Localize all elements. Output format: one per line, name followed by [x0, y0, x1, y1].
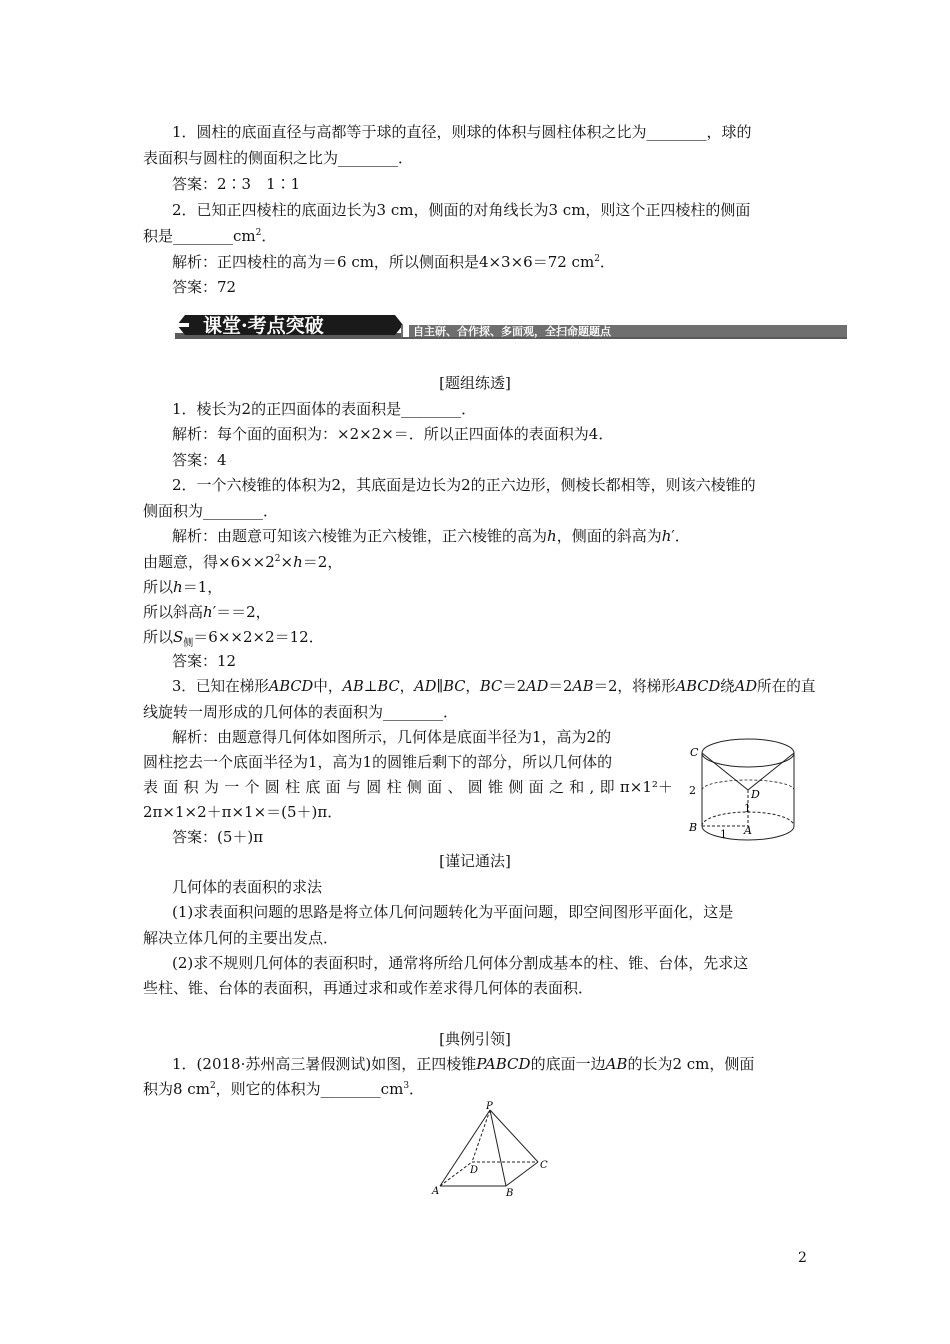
p3-analysis-line1: 解析：由题意得几何体如图所示，几何体是底面半径为1，高为2的	[172, 728, 612, 746]
section3-question-line1: 1．(2018·苏州高三暑假测试)如图，正四棱锥PABCD的底面一边AB的长为2 cm，侧面	[172, 1055, 755, 1073]
label-D: D	[751, 788, 760, 801]
label-A: A	[432, 1186, 440, 1197]
label-C: C	[690, 746, 699, 759]
p2-question-line2: 侧面积为________．	[143, 502, 279, 520]
label-D: D	[470, 1165, 479, 1176]
p3-analysis-line3: 表 面 积 为 一 个 圆 柱 底 面 与 圆 柱 侧 面 、 圆 锥 侧 面 之 和 , 即 π×1²＋	[143, 778, 673, 796]
q2-answer: 答案：72	[172, 278, 237, 296]
banner-subtitle: 自主研、合作探、多面观，全扫命题题点	[413, 325, 611, 338]
p2-step3: 所以斜高h′＝＝2，	[143, 603, 271, 621]
p1-question: 1．棱长为2的正四面体的表面积是________．	[172, 400, 477, 418]
label-P: P	[486, 1101, 493, 1112]
section2-item2-line2: 些柱、锥、台体的表面积，再通过求和或作差求得几何体的表面积．	[143, 979, 594, 997]
section2-item1-line2: 解决立体几何的主要出发点．	[143, 929, 339, 947]
pyramid-figure	[430, 1100, 560, 1200]
page-number: 2	[798, 1250, 807, 1266]
section2-heading: [谨记通法]	[439, 852, 511, 870]
q1-line2: 表面积与圆柱的侧面积之比为________．	[143, 149, 414, 167]
p3-answer: 答案：(5＋)π	[172, 828, 264, 846]
section3-question-line2: 积为8 $cm^2$，则它的体积为$\_\_\_\_\_\_\_\_cm^3$．	[143, 1080, 425, 1098]
p2-answer: 答案：12	[172, 652, 237, 670]
section2-title: 几何体的表面积的求法	[172, 878, 323, 896]
label-1-vertical: 1	[744, 802, 751, 815]
p1-answer: 答案：4	[172, 451, 227, 469]
q1-line1: 1．圆柱的底面直径与高都等于球的直径，则球的体积与圆柱体积之比为________，球的	[172, 123, 752, 141]
q2-line1: 2．已知正四棱柱的底面边长为3 cm，侧面的对角线长为3 cm，则这个正四棱柱的侧面	[172, 201, 751, 219]
p2-analysis: 解析：由题意可知该六棱锥为正六棱锥，正六棱锥的高为h，侧面的斜高为h′．	[172, 527, 690, 545]
p2-step1: 由题意，得$\times 6\times\times 2^2\times h=2$，	[143, 553, 343, 571]
q1-answer: 答案：2∶3 1∶1	[172, 175, 301, 193]
cylinder-cone-figure	[680, 728, 800, 854]
section3-heading: [典例引领]	[439, 1030, 511, 1048]
label-C: C	[540, 1160, 548, 1171]
label-2: 2	[689, 784, 696, 797]
p3-analysis-line2: 圆柱挖去一个底面半径为1，高为1的圆锥后剩下的部分，所以几何体的	[143, 753, 613, 771]
p3-question-line2: 线旋转一周形成的几何体的表面积为________．	[143, 703, 459, 721]
section2-item1-line1: (1)求表面积问题的思路是将立体几何问题转化为平面问题，即空间图形平面化，这是	[172, 903, 734, 921]
p1-analysis: 解析：每个面的面积为：×2×2×＝．所以正四面体的表面积为4．	[172, 425, 614, 443]
q2-analysis: 解析：正四棱柱的高为＝6 cm，所以侧面积是4×3×6＝72 $cm^2$．	[172, 253, 615, 271]
p3-question-line1: 3．已知在梯形ABCD中，AB⊥BC，AD∥BC，BC＝2AD＝2AB＝2，将梯形ABCD绕AD所在的直	[172, 678, 816, 695]
banner-title: 课堂·考点突破	[203, 315, 324, 337]
section2-item2-line1: (2)求不规则几何体的表面积时，通常将所给几何体分割成基本的柱、锥、台体，先求这	[172, 954, 749, 972]
section-banner	[175, 311, 847, 341]
p2-question-line1: 2．一个六棱锥的体积为2，其底面是边长为2的正六边形，侧棱长都相等，则该六棱锥的	[172, 476, 756, 494]
p2-step2: 所以h＝1，	[143, 578, 223, 596]
p3-analysis-line4: 2π×1×2＋π×1×＝(5＋)π．	[143, 803, 343, 821]
section1-heading: [题组练透]	[439, 374, 511, 392]
p2-step4: 所以$S_侧=6\times\times 2\times 2=12$．	[143, 628, 324, 649]
label-B: B	[506, 1188, 514, 1199]
label-A: A	[744, 824, 752, 837]
label-B: B	[689, 821, 698, 834]
q2-line2: 积是$\_\_\_\_\_\_\_\_cm^2$．	[143, 227, 277, 245]
label-1-horizontal: 1	[720, 828, 727, 841]
